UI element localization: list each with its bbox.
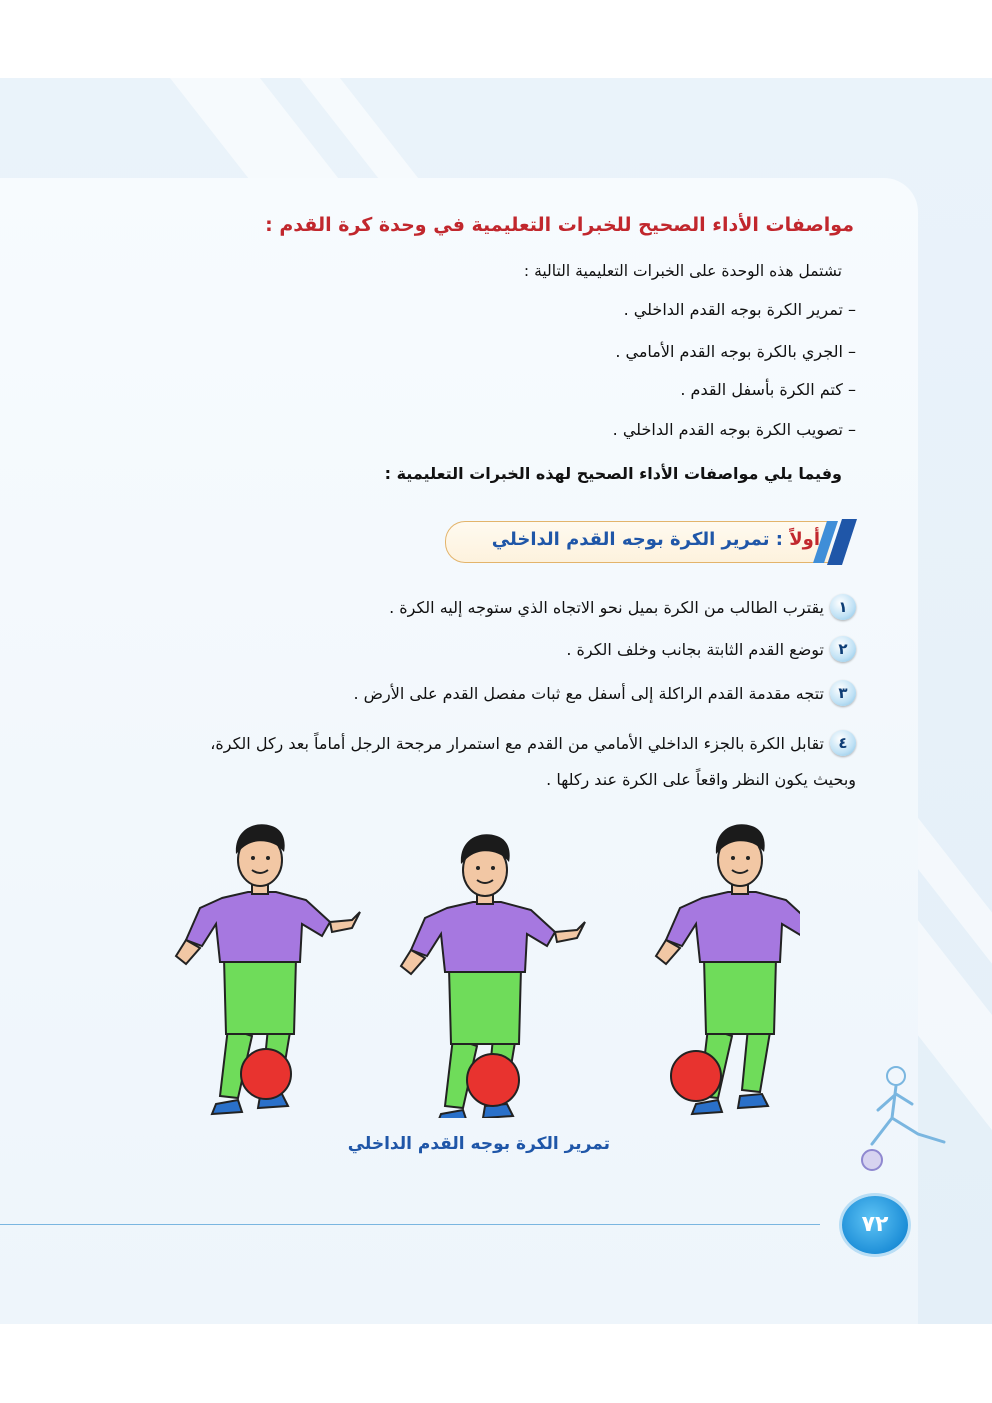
ball <box>467 1054 519 1106</box>
passing-illustration <box>140 818 800 1118</box>
figure-caption: تمرير الكرة بوجه القدم الداخلي <box>347 1134 610 1154</box>
step-number-badge: ٢ <box>830 636 856 662</box>
step-number-badge: ٣ <box>830 680 856 706</box>
step-text: يقترب الطالب من الكرة بميل نحو الاتجاه الذي ستوجه إليه الكرة . <box>389 597 824 617</box>
step-item <box>353 680 856 706</box>
ball <box>671 1051 721 1101</box>
experience-item: – تصويب الكرة بوجه القدم الداخلي . <box>612 420 856 439</box>
experience-item: – الجري بالكرة بوجه القدم الأمامي . <box>615 342 856 361</box>
follow-text: وفيما يلي مواصفات الأداء الصحيح لهذه الخبرات التعليمية : <box>384 464 842 483</box>
section-separator: : <box>769 529 790 550</box>
experience-item: – كتم الكرة بأسفل القدم . <box>680 380 856 399</box>
section-title <box>492 529 820 550</box>
step-text: تتجه مقدمة القدم الراكلة إلى أسفل مع ثبات مفصل القدم على الأرض . <box>353 683 824 703</box>
ball <box>241 1049 291 1099</box>
page-number: ٧٢ <box>842 1196 908 1254</box>
step-text: تقابل الكرة بالجزء الداخلي الأمامي من القدم مع استمرار مرجحة الرجل أماماً بعد ركل الكرة، <box>210 733 824 753</box>
page-heading: مواصفات الأداء الصحيح للخبرات التعليمية في وحدة كرة القدم : <box>265 214 854 236</box>
footer-rule <box>0 1224 820 1225</box>
section-ordinal: أولاً <box>789 529 820 550</box>
step-number-badge: ١ <box>830 594 856 620</box>
step-text-continuation: وبحيث يكون النظر واقعاً على الكرة عند ركلها . <box>546 770 856 789</box>
step-item <box>566 636 856 662</box>
section-title-text: تمرير الكرة بوجه القدم الداخلي <box>491 529 770 550</box>
intro-text: تشتمل هذه الوحدة على الخبرات التعليمية التالية : <box>523 262 842 280</box>
section-banner <box>445 517 858 567</box>
step-text: توضع القدم الثابتة بجانب وخلف الكرة . <box>566 639 824 659</box>
step-number-badge: ٤ <box>830 730 856 756</box>
step-item <box>389 594 856 620</box>
football-player-icon <box>852 1060 962 1180</box>
step-item <box>210 730 856 756</box>
experience-item: – تمرير الكرة بوجه القدم الداخلي . <box>623 300 856 319</box>
